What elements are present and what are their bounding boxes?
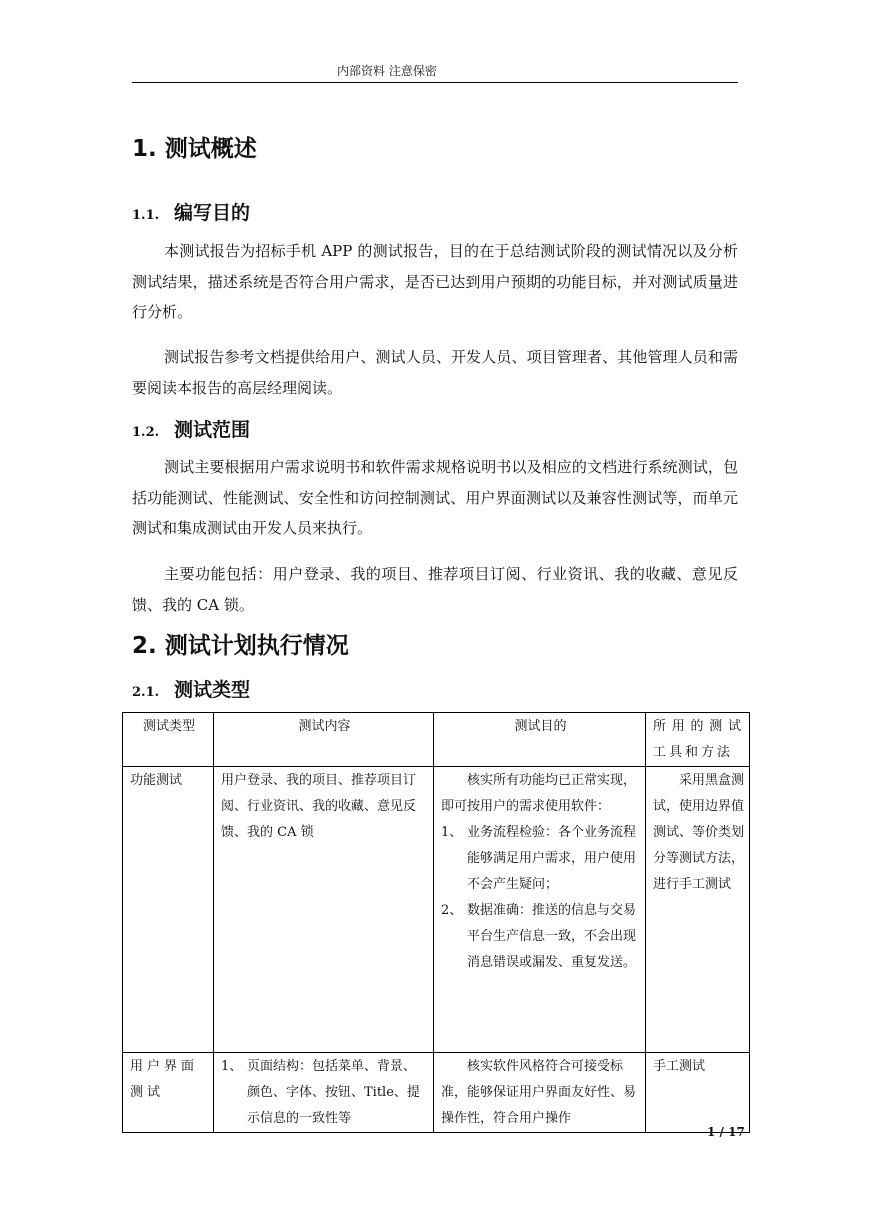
table-row [123, 1053, 750, 1133]
section-2-title: 2. 测试计划执行情况 [132, 633, 349, 659]
page-number: 1 / 17 [707, 1125, 745, 1139]
page-header [132, 62, 738, 83]
section-1-2-title: 测试范围 [174, 419, 251, 441]
table-header-row [123, 713, 750, 767]
purpose-intro: 核实所有功能均已正常实现，即可按用户的需求使用软件： [441, 773, 637, 814]
section-1-2-heading [132, 417, 250, 446]
header-text: 内部资料 注意保密 [337, 64, 437, 78]
section-1-2-number: 1.2. [132, 425, 160, 440]
test-types-table [122, 712, 750, 1133]
section-2-1-heading [132, 677, 250, 706]
section-1-1-paragraph-1: 本测试报告为招标手机 APP 的测试报告，目的在于总结测试阶段的测试情况以及分析测试结果，描述系统是否符合用户需求，是否已达到用户预期的功能目标，并对测试质量进行分析。 [132, 242, 738, 321]
cell-content: 用户登录、我的项目、推荐项目订阅、行业资讯、我的收藏、意见反馈、我的 CA 锁 [214, 767, 434, 1053]
section-2-1-number: 2.1. [132, 685, 160, 700]
cell-method: 采用黑盒测试，使用边界值测试、等价类划分等测试方法，进行手工测试 [646, 767, 750, 1053]
section-1-1-paragraph-2: 测试报告参考文档提供给用户、测试人员、开发人员、项目管理者、其他管理人员和需要阅读本报告的高层经理阅读。 [132, 348, 738, 397]
section-1-1-title: 编写目的 [174, 202, 251, 224]
cell-method: 手工测试 [646, 1053, 750, 1133]
content-list [221, 1054, 428, 1132]
cell-purpose [434, 767, 646, 1053]
cell-type: 用户界面测试 [123, 1053, 214, 1133]
list-item: 1、 业务流程检验：各个业务流程能够满足用户需求，用户使用不会产生疑问； [441, 825, 637, 892]
cell-content [214, 1053, 434, 1133]
section-2-1-title: 测试类型 [174, 679, 251, 701]
list-item: 2、 数据准确：推送的信息与交易平台生产信息一致，不会出现消息错误或漏发、重复发送。 [441, 903, 637, 970]
section-1-title: 1. 测试概述 [132, 136, 257, 162]
section-1-1-heading [132, 200, 250, 229]
table-row [123, 767, 750, 1053]
header-cell-content: 测试内容 [214, 713, 434, 767]
list-item: 1、 页面结构：包括菜单、背景、颜色、字体、按钮、Title、提示信息的一致性等 [221, 1059, 420, 1126]
purpose-list [441, 820, 640, 976]
cell-purpose: 核实软件风格符合可接受标准，能够保证用户界面友好性、易操作性，符合用户操作 [434, 1053, 646, 1133]
cell-type: 功能测试 [123, 767, 214, 1053]
header-cell-method: 所用的测试工具和方法 [646, 713, 750, 767]
header-cell-type: 测试类型 [123, 713, 214, 767]
section-1-2-paragraph-2: 主要功能包括：用户登录、我的项目、推荐项目订阅、行业资讯、我的收藏、意见反馈、我的 CA 锁。 [132, 565, 738, 614]
section-1-1-number: 1.1. [132, 208, 160, 223]
section-1-2-paragraph-1: 测试主要根据用户需求说明书和软件需求规格说明书以及相应的文档进行系统测试，包括功能测试、性能测试、安全性和访问控制测试、用户界面测试以及兼容性测试等，而单元测试和集成测试由开发人员来执行。 [132, 458, 738, 537]
header-cell-purpose: 测试目的 [434, 713, 646, 767]
